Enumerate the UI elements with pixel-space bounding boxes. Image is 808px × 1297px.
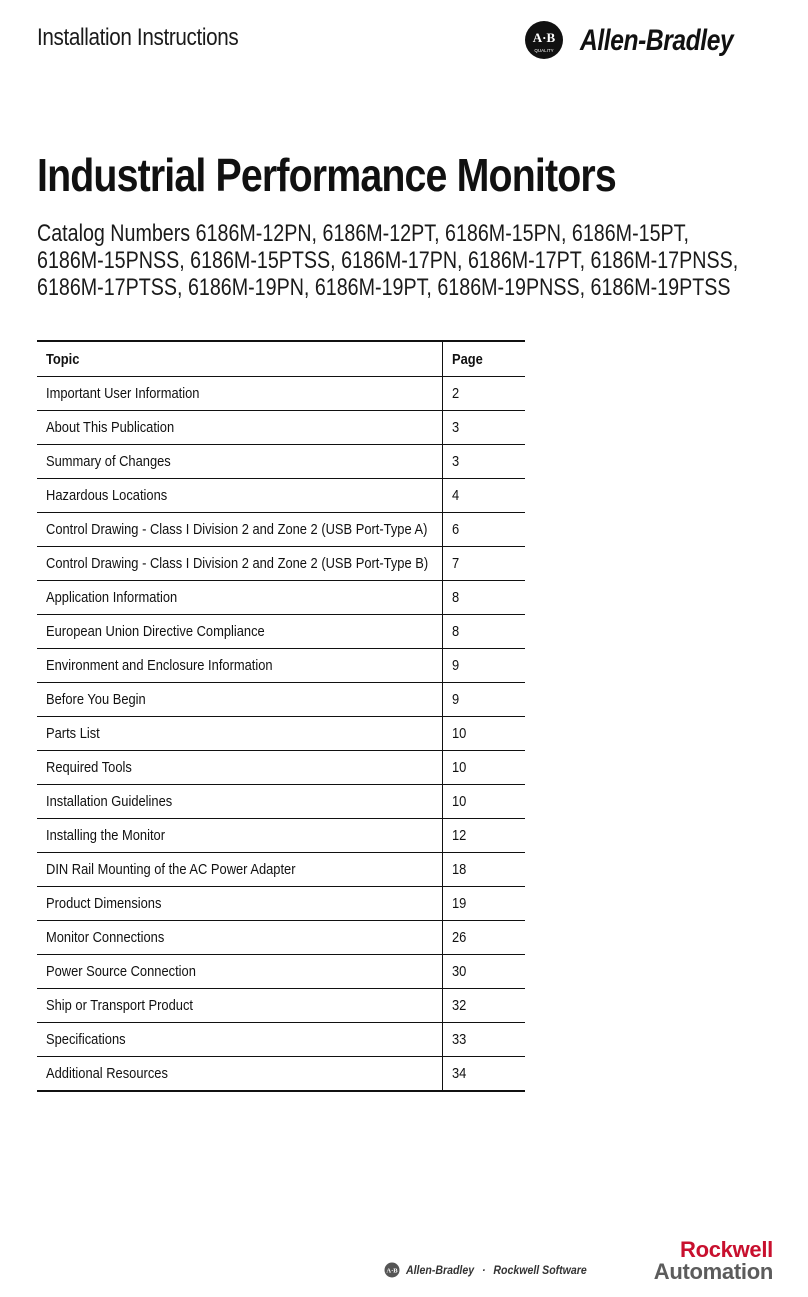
header-label: Installation Instructions [37,24,239,51]
toc-row[interactable] [37,479,525,513]
toc-page[interactable]: 3 [452,419,460,436]
logo-subtext: QUALITY [534,48,554,53]
toc-topic[interactable]: Control Drawing - Class I Division 2 and Zone 2 (USB Port-Type B) [46,555,429,572]
toc-page[interactable]: 10 [452,725,467,742]
toc-row[interactable] [37,649,525,683]
toc-row[interactable] [37,751,525,785]
toc-header-topic: Topic [46,350,80,368]
footer-allen-bradley-icon [384,1262,400,1278]
brand-name: Allen-Bradley [580,24,734,57]
toc-row[interactable] [37,377,525,411]
toc-topic[interactable]: Power Source Connection [46,963,196,980]
catalog-line: Catalog Numbers 6186M-12PN, 6186M-12PT, 6186M-15PN, 6186M-15PT, [37,220,689,247]
toc-table [37,340,525,1092]
toc-row[interactable] [37,547,525,581]
toc-page[interactable]: 19 [452,895,467,912]
toc-row[interactable] [37,887,525,921]
toc-page[interactable]: 3 [452,453,460,470]
toc-row[interactable] [37,989,525,1023]
toc-page[interactable]: 7 [452,555,460,572]
catalog-line: 6186M-17PTSS, 6186M-19PN, 6186M-19PT, 6186M-19PNSS, 6186M-19PTSS [37,274,731,301]
catalog-numbers [37,220,759,301]
footer-brand-rockwell-software: Rockwell Software [493,1263,587,1277]
footer-logo-letters: A·B [386,1267,398,1275]
toc-page[interactable]: 2 [452,385,460,402]
logo-letters: A·B [532,30,556,45]
toc-topic[interactable]: Specifications [46,1031,126,1048]
toc-topic[interactable]: Control Drawing - Class I Division 2 and Zone 2 (USB Port-Type A) [46,521,428,538]
toc-topic[interactable]: Additional Resources [46,1065,168,1082]
toc-row[interactable] [37,411,525,445]
footer-brand-allen-bradley: Allen-Bradley [406,1263,475,1277]
toc-topic[interactable]: Ship or Transport Product [46,997,193,1014]
toc-page[interactable]: 34 [452,1065,467,1082]
toc-page[interactable]: 10 [452,793,467,810]
toc-page[interactable]: 33 [452,1031,467,1048]
toc-row[interactable] [37,921,525,955]
toc-topic[interactable]: Environment and Enclosure Information [46,657,273,674]
toc-page[interactable]: 8 [452,589,460,606]
catalog-line: 6186M-15PNSS, 6186M-15PTSS, 6186M-17PN, 6186M-17PT, 6186M-17PNSS, [37,247,739,274]
toc-topic[interactable]: Summary of Changes [46,453,171,470]
toc-row[interactable] [37,819,525,853]
toc-row[interactable] [37,955,525,989]
rockwell-wordmark: Rockwell [680,1237,773,1262]
footer-brands [406,1263,587,1277]
toc-topic[interactable]: Monitor Connections [46,929,165,946]
toc-row[interactable] [37,513,525,547]
toc-topic[interactable]: Required Tools [46,759,132,776]
toc-page[interactable]: 9 [452,691,460,708]
toc-row[interactable] [37,717,525,751]
toc-page[interactable]: 18 [452,861,467,878]
document-title: Industrial Performance Monitors [37,149,616,201]
toc-page[interactable]: 4 [452,487,460,504]
toc-row[interactable] [37,785,525,819]
toc-page[interactable]: 30 [452,963,467,980]
toc-page[interactable]: 9 [452,657,460,674]
toc-topic[interactable]: Before You Begin [46,691,146,708]
toc-row[interactable] [37,1023,525,1057]
footer-separator: · [481,1263,486,1277]
toc-topic[interactable]: Important User Information [46,385,200,402]
toc-page[interactable]: 32 [452,997,467,1014]
allen-bradley-logo-icon [524,20,564,60]
toc-header-row [37,340,525,377]
toc-topic[interactable]: Product Dimensions [46,895,162,912]
toc-topic[interactable]: DIN Rail Mounting of the AC Power Adapter [46,861,296,878]
toc-topic[interactable]: Installing the Monitor [46,827,166,844]
toc-page[interactable]: 12 [452,827,467,844]
toc-page[interactable]: 8 [452,623,460,640]
toc-row[interactable] [37,581,525,615]
toc-row[interactable] [37,853,525,887]
toc-header-page: Page [452,350,483,368]
toc-row[interactable] [37,445,525,479]
toc-row[interactable] [37,615,525,649]
toc-page[interactable]: 26 [452,929,467,946]
toc-topic[interactable]: Application Information [46,589,178,606]
toc-topic[interactable]: Parts List [46,725,100,742]
rockwell-automation-logo [621,1239,773,1283]
toc-page[interactable]: 10 [452,759,467,776]
automation-wordmark: Automation [653,1259,773,1284]
toc-topic[interactable]: About This Publication [46,419,175,436]
toc-page[interactable]: 6 [452,521,460,538]
toc-row[interactable] [37,1057,525,1092]
toc-topic[interactable]: Hazardous Locations [46,487,168,504]
toc-row[interactable] [37,683,525,717]
toc-topic[interactable]: Installation Guidelines [46,793,173,810]
toc-topic[interactable]: European Union Directive Compliance [46,623,265,640]
